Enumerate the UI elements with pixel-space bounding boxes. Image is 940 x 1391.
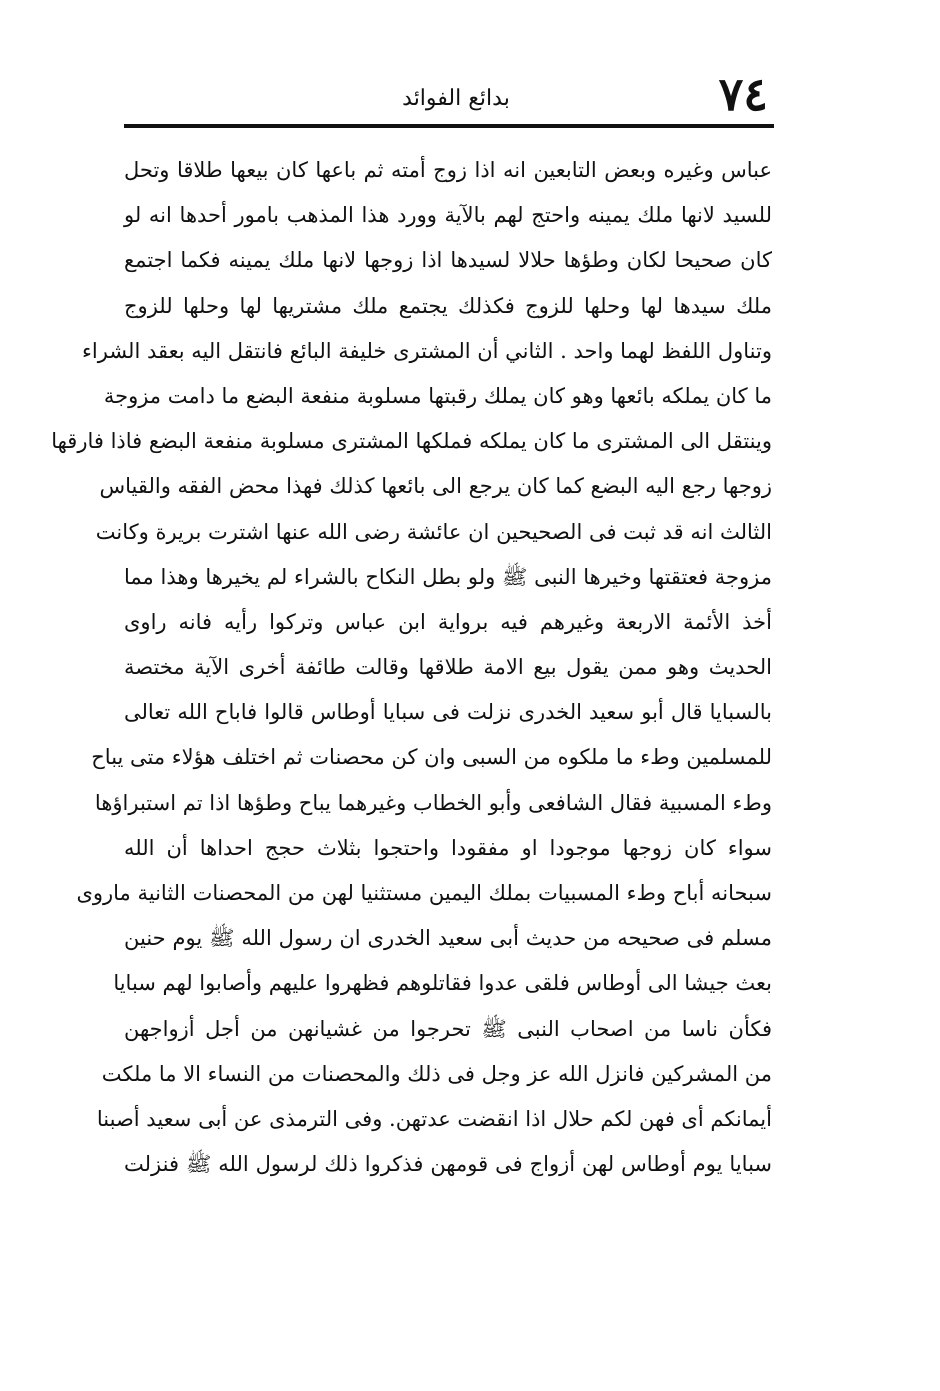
text-line: كان صحيحا لكان وطؤها حلالا لسيدها اذا زوجها لانها ملك يمينه فكما اجتمع (124, 248, 772, 273)
text-line: الحديث وهو ممن يقول بيع الامة طلاقها وقالت طائفة أخرى الآية مختصة (124, 655, 772, 680)
text-line: فكأن ناسا من اصحاب النبى ﷺ تحرجوا من غشيانهن من أجل أزواجهن (124, 1016, 772, 1041)
text-line: أيمانكم أى فهن لكم حلال اذا انقضت عدتهن. وفى الترمذى عن أبى سعيد أصبنا (96, 1106, 772, 1131)
header-rule (124, 124, 774, 128)
text-line: عباس وغيره وبعض التابعين انه اذا زوج أمته ثم باعها كان بيعها طلاقا وتحل (124, 158, 772, 182)
body-text (51, 148, 772, 1187)
running-title: بدائع الفوائد (402, 86, 510, 111)
text-line: سبايا يوم أوطاس لهن أزواج فى قومهن فذكروا ذلك لرسول الله ﷺ فنزلت (124, 1152, 772, 1177)
text-line: الثالث انه قد ثبت فى الصحيحين ان عائشة رضى الله عنها اشترت بريرة وكانت (95, 519, 772, 544)
page-header (128, 67, 774, 122)
text-line: ملك سيدها لها وحلها للزوج فكذلك يجتمع ملك مشتريها لها وحلها للزوج (124, 293, 772, 318)
text-line: ما كان يملكه بائعها وهو كان يملك رقبتها مسلوبة منفعة البضع ما دامت مزوجة (103, 383, 772, 408)
text-line: سواء كان زوجها موجودا او مفقودا واحتجوا بثلاث حجج احداها أن الله (124, 835, 772, 860)
text-line: بعث جيشا الى أوطاس فلقى عدوا فقاتلوهم فظهروا عليهم وأصابوا لهم سبايا (113, 971, 772, 996)
text-line: أخذ الأئمة الاربعة وغيرهم فيه برواية ابن عباس وتركوا رأيه فانه راوى (124, 609, 772, 634)
text-line: وتناول اللفظ لهما واحد . الثاني أن المشترى خليفة البائع فانتقل اليه بعقد الشراء (82, 338, 772, 363)
page-number: ٧٤ (718, 67, 768, 121)
text-line: مسلم فى صحيحه من حديث أبى سعيد الخدرى ان رسول الله ﷺ يوم حنين (124, 926, 772, 951)
text-line: بالسبايا قال أبو سعيد الخدرى نزلت فى سبايا أوطاس قالوا فاباح الله تعالى (124, 700, 772, 725)
text-line: للسيد لانها ملك يمينه واحتج لهم بالآية وورد هذا المذهب بامور أحدها انه لو (124, 203, 772, 228)
text-line: زوجها رجع اليه البضع كما كان يرجع الى بائعها كذلك فهذا محض الفقه والقياس (99, 474, 772, 499)
text-line: وطء المسبية فقال الشافعى وأبو الخطاب وغيرهما يباح وطؤها اذا تم استبراؤها (94, 790, 772, 815)
text-line: وينتقل الى المشترى ما كان يملكه فملكها المشترى مسلوبة منفعة البضع فاذا فارقها (51, 429, 772, 454)
text-line: للمسلمين وطء ما ملكوه من السبى وان كن محصنات ثم اختلف هؤلاء متى يباح (91, 745, 772, 770)
text-line: مزوجة فعتقتها وخيرها النبى ﷺ ولو بطل النكاح بالشراء لم يخيرها وهذا مما (124, 564, 772, 589)
text-line: سبحانه أباح وطء المسبيات بملك اليمين مستثنيا لهن من المحصنات الثانية ماروى (76, 881, 772, 905)
text-line: من المشركين فانزل الله عز وجل فى ذلك والمحصنات من النساء الا ما ملكت (101, 1061, 772, 1086)
